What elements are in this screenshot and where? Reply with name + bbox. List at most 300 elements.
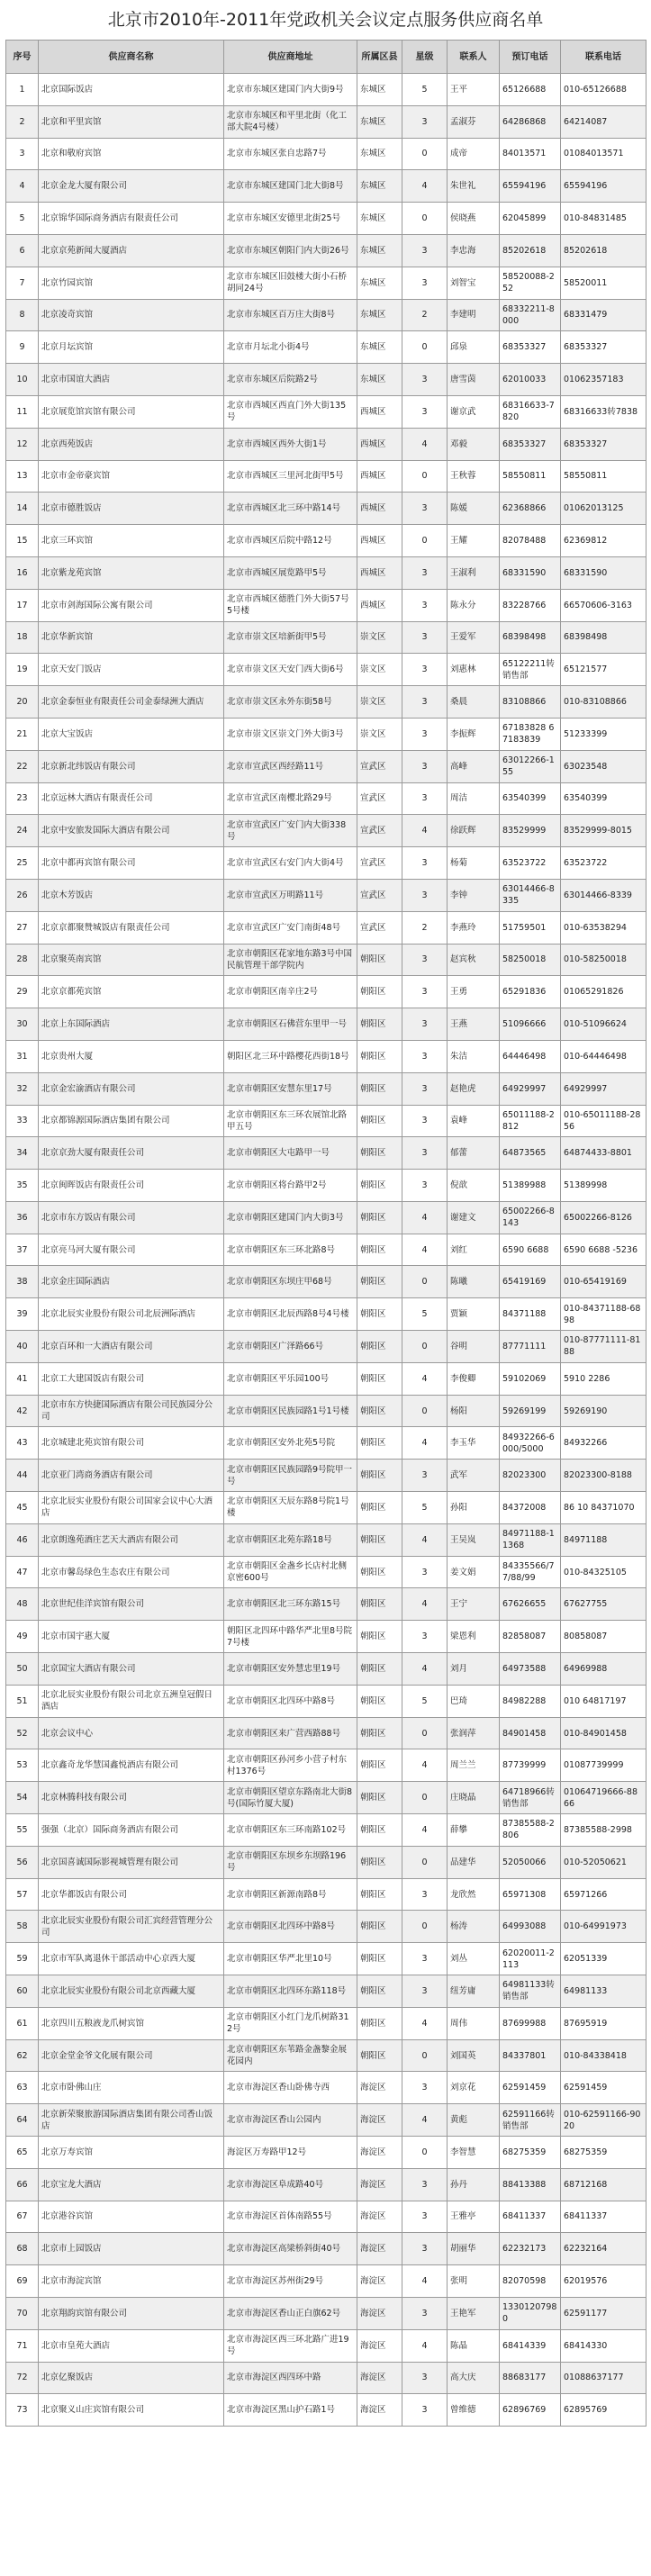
supplier-contact: 刘智宝 [448, 267, 500, 299]
supplier-phone: 65002266-8126 [561, 1201, 646, 1234]
supplier-booking-phone: 82023300 [500, 1460, 561, 1492]
supplier-contact: 刘红 [448, 1234, 500, 1266]
supplier-contact: 高峰 [448, 750, 500, 782]
supplier-star: 0 [402, 2039, 448, 2072]
supplier-district: 崇文区 [357, 718, 402, 750]
supplier-phone: 68414330 [561, 2329, 646, 2362]
supplier-phone: 010-65126688 [561, 74, 646, 106]
supplier-name: 北京国喜诚国际影视城管理有限公司 [39, 1846, 224, 1878]
supplier-district: 朝阳区 [357, 1556, 402, 1588]
row-index: 32 [6, 1072, 39, 1105]
supplier-phone: 010-63538294 [561, 911, 646, 944]
row-index: 7 [6, 267, 39, 299]
supplier-contact: 桑晨 [448, 686, 500, 719]
supplier-contact: 高大庆 [448, 2362, 500, 2394]
supplier-booking-phone: 88683177 [500, 2362, 561, 2394]
supplier-contact: 陈晶 [448, 2329, 500, 2362]
row-index: 24 [6, 815, 39, 847]
supplier-district: 海淀区 [357, 2329, 402, 2362]
supplier-phone: 63540399 [561, 782, 646, 815]
supplier-district: 东城区 [357, 170, 402, 203]
supplier-star: 5 [402, 74, 448, 106]
supplier-district: 海淀区 [357, 2137, 402, 2169]
supplier-phone: 66570606-3163 [561, 589, 646, 621]
supplier-address: 北京市朝阳区安外北苑5号院 [224, 1427, 357, 1460]
supplier-phone: 68316633转7838 [561, 395, 646, 428]
supplier-district: 朝阳区 [357, 1427, 402, 1460]
supplier-star: 0 [402, 331, 448, 364]
supplier-district: 西城区 [357, 460, 402, 493]
supplier-address: 北京市西城区德胜门外大街57号5号楼 [224, 589, 357, 621]
supplier-name: 北京北辰实业股份有限公司北辰洲际酒店 [39, 1298, 224, 1331]
row-index: 54 [6, 1782, 39, 1814]
supplier-phone: 80858087 [561, 1621, 646, 1653]
supplier-name: 北京市东方饭店有限公司 [39, 1201, 224, 1234]
supplier-name: 北京和平里宾馆 [39, 105, 224, 138]
supplier-phone: 010 64817197 [561, 1685, 646, 1717]
supplier-name: 北京北辰实业股份有限公司北京五洲皇冠假日酒店 [39, 1685, 224, 1717]
supplier-address: 北京市朝阳区北四环中路8号 [224, 1911, 357, 1943]
row-index: 2 [6, 105, 39, 138]
row-index: 41 [6, 1362, 39, 1395]
supplier-star: 3 [402, 1878, 448, 1911]
row-index: 68 [6, 2233, 39, 2265]
supplier-name: 北京北辰实业股份有限公司北京西藏大厦 [39, 1975, 224, 2008]
supplier-district: 海淀区 [357, 2233, 402, 2265]
supplier-star: 4 [402, 1588, 448, 1621]
supplier-contact: 谢京武 [448, 395, 500, 428]
supplier-phone: 63023548 [561, 750, 646, 782]
supplier-contact: 武军 [448, 1460, 500, 1492]
supplier-district: 崇文区 [357, 686, 402, 719]
supplier-district: 东城区 [357, 364, 402, 396]
supplier-name: 北京上东国际酒店 [39, 1008, 224, 1041]
supplier-district: 宣武区 [357, 782, 402, 815]
supplier-address: 朝阳区北四环中路华严北里8号院7号楼 [224, 1621, 357, 1653]
table-row [6, 1427, 646, 1460]
supplier-star: 0 [402, 203, 448, 235]
supplier-star: 0 [402, 1395, 448, 1427]
supplier-star: 3 [402, 750, 448, 782]
supplier-district: 宣武区 [357, 911, 402, 944]
supplier-district: 西城区 [357, 556, 402, 589]
supplier-address: 北京市西城区北三环中路14号 [224, 493, 357, 525]
supplier-name: 北京万寿宾馆 [39, 2137, 224, 2169]
supplier-star: 3 [402, 2233, 448, 2265]
row-index: 11 [6, 395, 39, 428]
supplier-name: 北京朗逸苑酒庄艺天大酒店有限公司 [39, 1523, 224, 1556]
supplier-star: 3 [402, 621, 448, 654]
supplier-phone: 68331479 [561, 299, 646, 331]
supplier-name: 北京新北纬饭店有限公司 [39, 750, 224, 782]
row-index: 17 [6, 589, 39, 621]
supplier-address: 北京市西城区西直门外大街135号 [224, 395, 357, 428]
supplier-name: 北京工大建国饭店有限公司 [39, 1362, 224, 1395]
supplier-name: 北京市剑海国际公寓有限公司 [39, 589, 224, 621]
supplier-contact: 李忠海 [448, 234, 500, 267]
table-row [6, 1201, 646, 1234]
supplier-name: 北京金龙大厦有限公司 [39, 170, 224, 203]
table-row [6, 1717, 646, 1749]
table-row [6, 267, 646, 299]
row-index: 22 [6, 750, 39, 782]
table-row [6, 1621, 646, 1653]
supplier-name: 北京京苑新闻大厦酒店 [39, 234, 224, 267]
supplier-contact: 谷明 [448, 1331, 500, 1363]
table-row [6, 1460, 646, 1492]
supplier-name: 北京闽晖饭店有限责任公司 [39, 1170, 224, 1202]
supplier-phone: 01087739999 [561, 1749, 646, 1782]
supplier-booking-phone: 6590 6688 [500, 1234, 561, 1266]
supplier-name: 北京亚门湾商务酒店有限公司 [39, 1460, 224, 1492]
supplier-address: 北京市东城区建国门内大街9号 [224, 74, 357, 106]
row-index: 12 [6, 428, 39, 460]
table-row [6, 1234, 646, 1266]
supplier-district: 朝阳区 [357, 1878, 402, 1911]
row-index: 18 [6, 621, 39, 654]
supplier-name: 北京北辰实业股份有限公司国家会议中心大酒店 [39, 1492, 224, 1524]
supplier-star: 0 [402, 1266, 448, 1298]
supplier-district: 朝阳区 [357, 1911, 402, 1943]
supplier-name: 北京锦华国际商务酒店有限责任公司 [39, 203, 224, 235]
supplier-booking-phone: 83108866 [500, 686, 561, 719]
supplier-booking-phone: 63012266-155 [500, 750, 561, 782]
supplier-district: 朝阳区 [357, 1782, 402, 1814]
supplier-booking-phone: 58550811 [500, 460, 561, 493]
row-index: 72 [6, 2362, 39, 2394]
row-index: 39 [6, 1298, 39, 1331]
table-row [6, 1556, 646, 1588]
supplier-address: 北京市海淀区香山正白旗62号 [224, 2297, 357, 2329]
supplier-star: 4 [402, 1427, 448, 1460]
table-row [6, 1492, 646, 1524]
table-row [6, 1072, 646, 1105]
supplier-contact: 王燕 [448, 1008, 500, 1041]
supplier-phone: 82023300-8188 [561, 1460, 646, 1492]
supplier-star: 5 [402, 1685, 448, 1717]
table-row [6, 879, 646, 911]
supplier-address: 北京市朝阳区来广营西路88号 [224, 1717, 357, 1749]
supplier-phone: 63523722 [561, 847, 646, 880]
supplier-booking-phone: 59269199 [500, 1395, 561, 1427]
supplier-district: 朝阳区 [357, 1201, 402, 1234]
table-row [6, 1105, 646, 1137]
supplier-name: 北京四川五粮液龙爪树宾馆 [39, 2007, 224, 2039]
supplier-district: 东城区 [357, 105, 402, 138]
supplier-contact: 刘国英 [448, 2039, 500, 2072]
supplier-booking-phone: 83228766 [500, 589, 561, 621]
supplier-address: 北京市朝阳区新源南路8号 [224, 1878, 357, 1911]
supplier-name: 北京和敬府宾馆 [39, 138, 224, 170]
supplier-booking-phone: 68353327 [500, 331, 561, 364]
table-row [6, 2201, 646, 2233]
supplier-contact: 黄彪 [448, 2104, 500, 2137]
supplier-contact: 胡丽华 [448, 2233, 500, 2265]
supplier-address: 北京市朝阳区北四环中路8号 [224, 1685, 357, 1717]
supplier-name: 北京京都苑宾馆 [39, 976, 224, 1008]
supplier-name: 北京聚义山庄宾馆有限公司 [39, 2394, 224, 2427]
supplier-address: 北京市朝阳区东三环南路102号 [224, 1814, 357, 1847]
supplier-booking-phone: 65011188-2812 [500, 1105, 561, 1137]
supplier-name: 北京月坛宾馆 [39, 331, 224, 364]
row-index: 70 [6, 2297, 39, 2329]
supplier-district: 宣武区 [357, 847, 402, 880]
table-row [6, 976, 646, 1008]
table-header-row [6, 41, 646, 74]
row-index: 44 [6, 1460, 39, 1492]
supplier-address: 北京市宣武区右安门内大街4号 [224, 847, 357, 880]
table-row [6, 750, 646, 782]
supplier-booking-phone: 63014466-8335 [500, 879, 561, 911]
supplier-name: 北京市国谊大酒店 [39, 364, 224, 396]
supplier-address: 北京市宣武区南樱北路29号 [224, 782, 357, 815]
supplier-booking-phone: 59102069 [500, 1362, 561, 1395]
supplier-star: 3 [402, 2168, 448, 2201]
row-index: 50 [6, 1653, 39, 1686]
supplier-address: 北京市朝阳区小红门龙爪树路312号 [224, 2007, 357, 2039]
supplier-booking-phone: 88413388 [500, 2168, 561, 2201]
supplier-phone: 63014466-8339 [561, 879, 646, 911]
supplier-contact: 朱洁 [448, 1040, 500, 1072]
supplier-phone: 010-51096624 [561, 1008, 646, 1041]
supplier-phone: 58550811 [561, 460, 646, 493]
supplier-phone: 58520011 [561, 267, 646, 299]
supplier-phone: 62895769 [561, 2394, 646, 2427]
row-index: 34 [6, 1137, 39, 1170]
supplier-contact: 王雅亭 [448, 2201, 500, 2233]
supplier-district: 朝阳区 [357, 2007, 402, 2039]
supplier-phone: 68353327 [561, 331, 646, 364]
supplier-address: 北京市崇文区天安门西大街6号 [224, 654, 357, 686]
supplier-phone: 65594196 [561, 170, 646, 203]
supplier-contact: 王艳军 [448, 2297, 500, 2329]
table-row [6, 2394, 646, 2427]
supplier-name: 北京国际饭店 [39, 74, 224, 106]
supplier-booking-phone: 65419169 [500, 1266, 561, 1298]
supplier-phone: 86 10 84371070 [561, 1492, 646, 1524]
supplier-district: 东城区 [357, 74, 402, 106]
header-booking-phone: 预订电话 [500, 41, 561, 74]
table-body [6, 74, 646, 2427]
row-index: 59 [6, 1943, 39, 1975]
supplier-address: 北京市朝阳区北三环东路15号 [224, 1588, 357, 1621]
supplier-star: 3 [402, 105, 448, 138]
supplier-contact: 孙丹 [448, 2168, 500, 2201]
supplier-booking-phone: 65126688 [500, 74, 561, 106]
table-row [6, 1137, 646, 1170]
supplier-star: 3 [402, 944, 448, 976]
row-index: 8 [6, 299, 39, 331]
supplier-contact: 徐跃辉 [448, 815, 500, 847]
row-index: 36 [6, 1201, 39, 1234]
supplier-star: 3 [402, 654, 448, 686]
supplier-contact: 杨菊 [448, 847, 500, 880]
supplier-address: 北京市西城区展览路甲5号 [224, 556, 357, 589]
supplier-contact: 李玉华 [448, 1427, 500, 1460]
supplier-district: 东城区 [357, 267, 402, 299]
supplier-star: 3 [402, 2297, 448, 2329]
row-index: 61 [6, 2007, 39, 2039]
supplier-address: 北京市宣武区广安门南街48号 [224, 911, 357, 944]
supplier-contact: 姜文娟 [448, 1556, 500, 1588]
row-index: 42 [6, 1395, 39, 1427]
table-row [6, 525, 646, 557]
supplier-contact: 王淑利 [448, 556, 500, 589]
supplier-name: 北京世纪佳洋宾馆有限公司 [39, 1588, 224, 1621]
supplier-star: 3 [402, 686, 448, 719]
supplier-phone: 51233399 [561, 718, 646, 750]
header-name: 供应商名称 [39, 41, 224, 74]
table-row [6, 2362, 646, 2394]
supplier-phone: 84971188 [561, 1523, 646, 1556]
table-row [6, 1298, 646, 1331]
supplier-contact: 刘京花 [448, 2072, 500, 2104]
supplier-name: 北京鑫奇龙华慧国鑫悦酒店有限公司 [39, 1749, 224, 1782]
supplier-phone: 68353327 [561, 428, 646, 460]
table-row [6, 460, 646, 493]
row-index: 71 [6, 2329, 39, 2362]
row-index: 4 [6, 170, 39, 203]
supplier-booking-phone: 62591459 [500, 2072, 561, 2104]
supplier-name: 北京凌奇宾馆 [39, 299, 224, 331]
supplier-star: 3 [402, 234, 448, 267]
supplier-phone: 64981133 [561, 1975, 646, 2008]
supplier-star: 3 [402, 782, 448, 815]
supplier-booking-phone: 87385588-2806 [500, 1814, 561, 1847]
supplier-star: 4 [402, 1201, 448, 1234]
supplier-booking-phone: 82078488 [500, 525, 561, 557]
row-index: 38 [6, 1266, 39, 1298]
supplier-contact: 刘月 [448, 1653, 500, 1686]
row-index: 21 [6, 718, 39, 750]
supplier-phone: 010-64991973 [561, 1911, 646, 1943]
table-row [6, 2168, 646, 2201]
table-row [6, 1588, 646, 1621]
supplier-phone: 68275359 [561, 2137, 646, 2169]
supplier-phone: 59269190 [561, 1395, 646, 1427]
table-row [6, 589, 646, 621]
table-row [6, 1846, 646, 1878]
table-row [6, 686, 646, 719]
table-row [6, 1331, 646, 1363]
row-index: 31 [6, 1040, 39, 1072]
supplier-contact: 赵宾秋 [448, 944, 500, 976]
supplier-contact: 陈永分 [448, 589, 500, 621]
supplier-address: 北京市月坛北小街4号 [224, 331, 357, 364]
supplier-star: 3 [402, 1943, 448, 1975]
supplier-address: 北京市朝阳区民族园路1号1号楼 [224, 1395, 357, 1427]
supplier-contact: 李智慧 [448, 2137, 500, 2169]
supplier-contact: 陈媛 [448, 493, 500, 525]
row-index: 62 [6, 2039, 39, 2072]
supplier-table [5, 40, 646, 2427]
table-row [6, 138, 646, 170]
row-index: 20 [6, 686, 39, 719]
supplier-phone: 010-84371188-6898 [561, 1298, 646, 1331]
row-index: 33 [6, 1105, 39, 1137]
supplier-address: 北京市朝阳区建国门内大街3号 [224, 1201, 357, 1234]
supplier-district: 西城区 [357, 589, 402, 621]
supplier-contact: 周洁 [448, 782, 500, 815]
table-row [6, 2297, 646, 2329]
header-star: 星级 [402, 41, 448, 74]
supplier-name: 北京木芳饭店 [39, 879, 224, 911]
supplier-district: 东城区 [357, 331, 402, 364]
supplier-contact: 梁恩利 [448, 1621, 500, 1653]
supplier-name: 北京京劲大厦有限责任公司 [39, 1137, 224, 1170]
table-row [6, 1170, 646, 1202]
supplier-address: 北京市东城区旧鼓楼大街小石桥胡同24号 [224, 267, 357, 299]
supplier-name: 北京西苑饭店 [39, 428, 224, 460]
table-row [6, 1749, 646, 1782]
supplier-district: 东城区 [357, 138, 402, 170]
row-index: 69 [6, 2265, 39, 2298]
supplier-phone: 83529999-8015 [561, 815, 646, 847]
supplier-phone: 64874433-8801 [561, 1137, 646, 1170]
table-row [6, 2104, 646, 2137]
table-row [6, 944, 646, 976]
row-index: 6 [6, 234, 39, 267]
row-index: 46 [6, 1523, 39, 1556]
supplier-phone: 010-84901458 [561, 1717, 646, 1749]
supplier-name: 北京百环和一大酒店有限公司 [39, 1331, 224, 1363]
supplier-booking-phone: 64929997 [500, 1072, 561, 1105]
supplier-star: 0 [402, 138, 448, 170]
header-index: 序号 [6, 41, 39, 74]
table-row [6, 74, 646, 106]
supplier-district: 西城区 [357, 428, 402, 460]
supplier-star: 4 [402, 2104, 448, 2137]
supplier-booking-phone: 52050066 [500, 1846, 561, 1878]
supplier-contact: 倪歆 [448, 1170, 500, 1202]
header-address: 供应商地址 [224, 41, 357, 74]
supplier-booking-phone: 62045899 [500, 203, 561, 235]
supplier-phone: 010-65011188-2856 [561, 1105, 646, 1137]
supplier-contact: 张明 [448, 2265, 500, 2298]
table-row [6, 105, 646, 138]
supplier-district: 西城区 [357, 395, 402, 428]
supplier-name: 北京市皇苑大酒店 [39, 2329, 224, 2362]
supplier-address: 北京市朝阳区花家地东路3号中国民航管理干部学院内 [224, 944, 357, 976]
supplier-star: 3 [402, 395, 448, 428]
supplier-booking-phone: 51759501 [500, 911, 561, 944]
supplier-phone: 87695919 [561, 2007, 646, 2039]
supplier-address: 北京市朝阳区安外慧忠里19号 [224, 1653, 357, 1686]
supplier-star: 3 [402, 2394, 448, 2427]
supplier-district: 朝阳区 [357, 1298, 402, 1331]
supplier-name: 北京港谷宾馆 [39, 2201, 224, 2233]
supplier-star: 4 [402, 2265, 448, 2298]
supplier-address: 北京市宣武区广安门内大街338号 [224, 815, 357, 847]
supplier-district: 宣武区 [357, 879, 402, 911]
supplier-booking-phone: 68414339 [500, 2329, 561, 2362]
row-index: 15 [6, 525, 39, 557]
supplier-contact: 谢建文 [448, 1201, 500, 1234]
supplier-district: 朝阳区 [357, 1814, 402, 1847]
supplier-district: 朝阳区 [357, 1653, 402, 1686]
supplier-name: 北京市海淀宾馆 [39, 2265, 224, 2298]
supplier-booking-phone: 82070598 [500, 2265, 561, 2298]
supplier-name: 北京市上园饭店 [39, 2233, 224, 2265]
supplier-booking-phone: 85202618 [500, 234, 561, 267]
supplier-contact: 李建明 [448, 299, 500, 331]
supplier-name: 北京市军队离退休干部活动中心京西大厦 [39, 1943, 224, 1975]
supplier-contact: 杨阳 [448, 1395, 500, 1427]
supplier-star: 3 [402, 556, 448, 589]
supplier-address: 北京市崇文区崇文门外大街3号 [224, 718, 357, 750]
supplier-district: 朝阳区 [357, 1975, 402, 2008]
supplier-name: 北京华新宾馆 [39, 621, 224, 654]
